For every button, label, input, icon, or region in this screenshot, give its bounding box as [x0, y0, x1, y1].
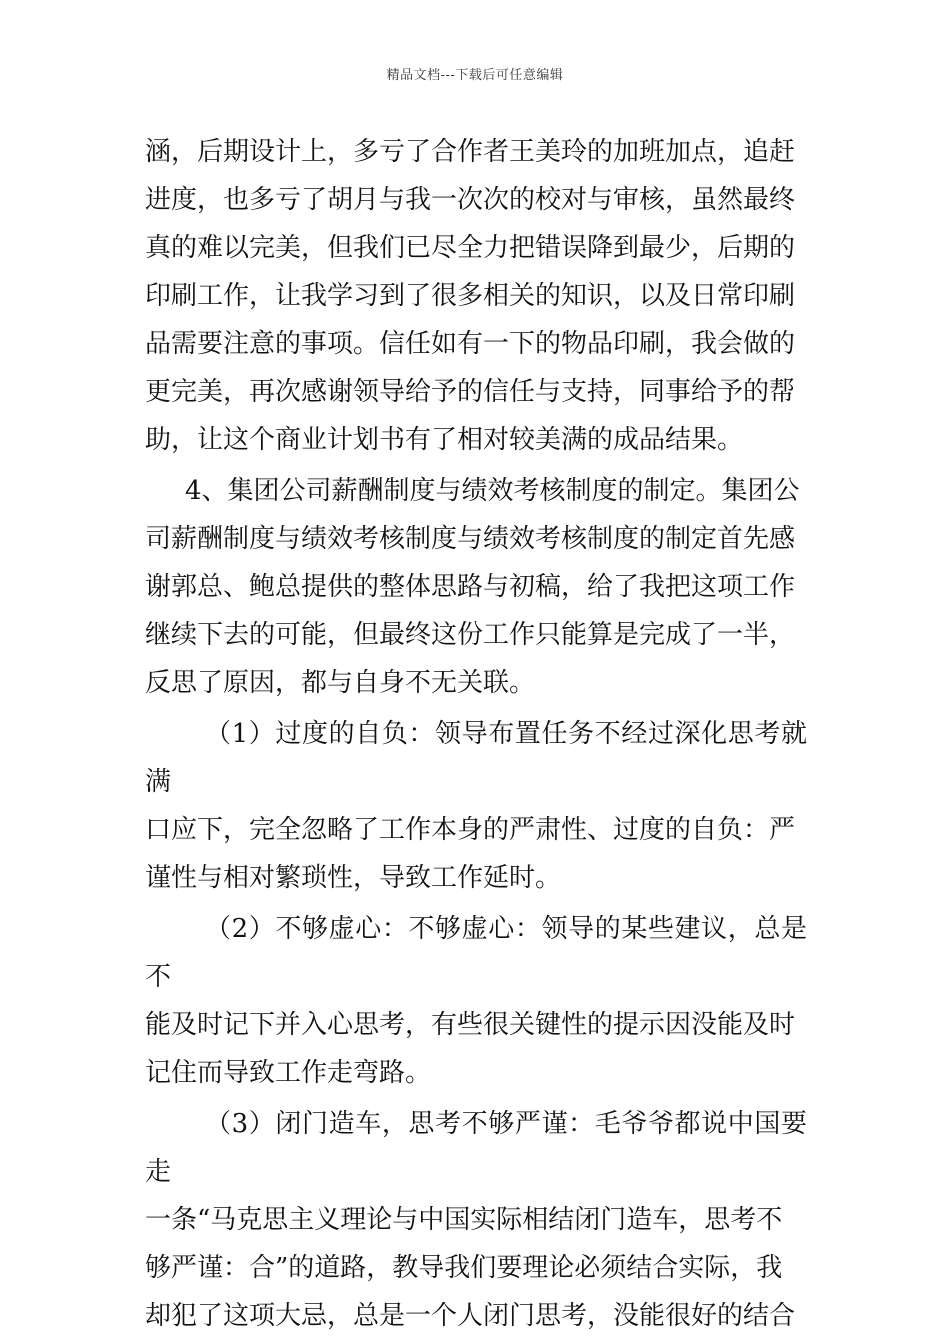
- text-line: 更完美，再次感谢领导给予的信任与支持，同事给予的帮: [145, 377, 796, 407]
- text-line: 助，让这个商业计划书有了相对较美满的成品结果。: [145, 425, 744, 455]
- text-line: （1）过度的自负：领导布置任务不经过深化思考就满: [145, 719, 807, 797]
- text-line: 印刷工作，让我学习到了很多相关的知识，以及日常印刷: [145, 281, 796, 311]
- text-line: 记住而导致工作走弯路。: [145, 1058, 432, 1088]
- text-line: 继续下去的可能，但最终这份工作只能算是完成了一半，: [145, 620, 796, 650]
- text-line: 进度，也多亏了胡月与我一次次的校对与审核，虽然最终: [145, 185, 796, 215]
- paragraph-point-2: [145, 905, 807, 1097]
- text-line: （2）不够虚心：不够虚心：领导的某些建议，总是不: [145, 914, 807, 992]
- text-line: 口应下，完全忽略了工作本身的严肃性、过度的自负：严: [145, 815, 796, 845]
- text-line: 4、集团公司薪酬制度与绩效考核制度的制定。集团公: [185, 476, 800, 506]
- text-line: 谨性与相对繁琐性，导致工作延时。: [145, 863, 562, 893]
- paragraph-item-4: [145, 467, 807, 707]
- text-line: 能及时记下并入心思考，有些很关键性的提示因没能及时: [145, 1010, 796, 1040]
- document-body: [145, 128, 807, 1343]
- text-line: 谢郭总、鲍总提供的整体思路与初稿，给了我把这项工作: [145, 572, 796, 602]
- text-line: 反思了原因，都与自身不无关联。: [145, 668, 536, 698]
- text-line: 真的难以完美，但我们已尽全力把错误降到最少，后期的: [145, 233, 796, 263]
- paragraph-continuation: [145, 128, 807, 464]
- paragraph-point-1: [145, 710, 807, 902]
- text-line: 一条“马克思主义理论与中国实际相结闭门造车，思考不: [145, 1205, 783, 1235]
- text-line: 涵，后期设计上，多亏了合作者王美玲的加班加点，追赶: [145, 137, 796, 167]
- page-header: 精品文档---下载后可任意编辑: [386, 68, 564, 83]
- text-line: 司薪酬制度与绩效考核制度与绩效考核制度的制定首先感: [145, 524, 796, 554]
- text-line: 够严谨：合”的道路，教导我们要理论必须结合实际，我: [145, 1253, 783, 1283]
- paragraph-point-3: [145, 1100, 807, 1340]
- text-line: 却犯了这项大忌，总是一个人闭门思考，没能很好的结合: [145, 1301, 796, 1331]
- text-line: （3）闭门造车，思考不够严谨：毛爷爷都说中国要走: [145, 1109, 807, 1187]
- text-line: 品需要注意的事项。信任如有一下的物品印刷，我会做的: [145, 329, 796, 359]
